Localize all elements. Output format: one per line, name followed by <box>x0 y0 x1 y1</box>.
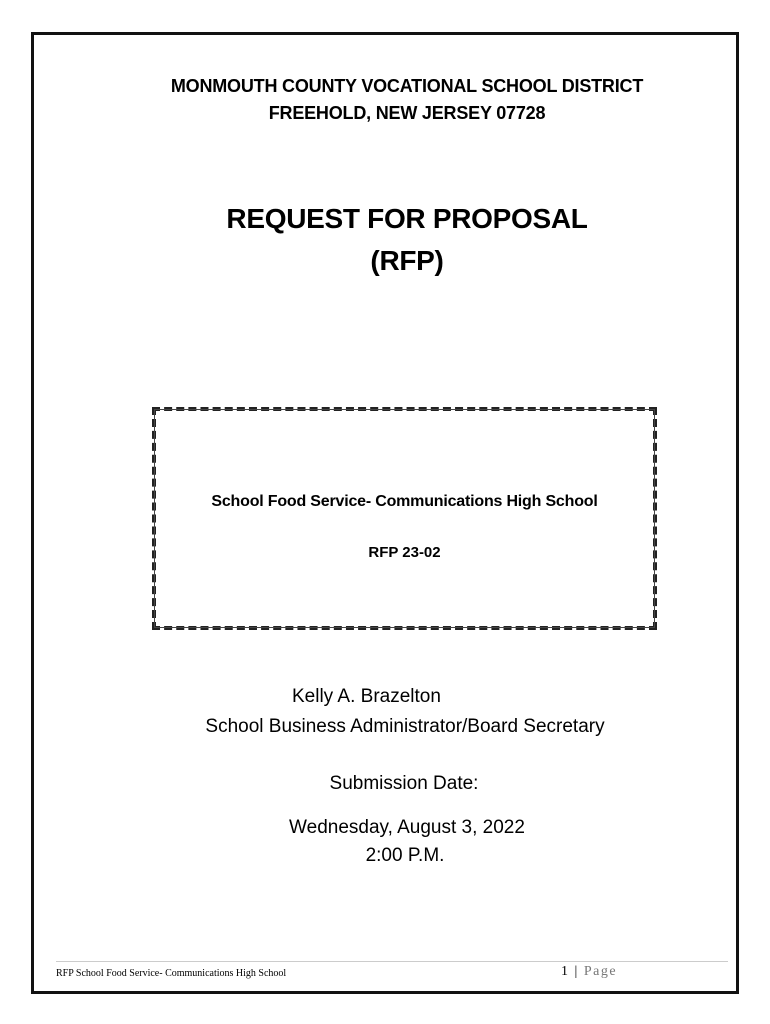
footer-page-indicator <box>561 964 617 980</box>
footer-document-title: RFP School Food Service- Communications High School <box>56 968 287 979</box>
district-header <box>34 73 770 127</box>
contact-name: Kelly A. Brazelton <box>292 686 441 707</box>
document-page <box>31 32 739 994</box>
project-name: School Food Service- Communications High School <box>211 493 598 510</box>
district-name: MONMOUTH COUNTY VOCATIONAL SCHOOL DISTRICT <box>170 76 644 96</box>
document-title <box>34 198 770 282</box>
project-box <box>152 407 657 630</box>
submission-date: Wednesday, August 3, 2022 <box>289 817 525 838</box>
page-number: 1 <box>561 964 570 979</box>
footer-divider <box>56 961 728 962</box>
page-separator: | <box>574 964 579 979</box>
project-number: RFP 23-02 <box>368 544 441 561</box>
submission-label: Submission Date: <box>329 773 479 794</box>
submission-time: 2:00 P.M. <box>365 845 445 866</box>
title-line-1: REQUEST FOR PROPOSAL <box>226 203 588 234</box>
district-address: FREEHOLD, NEW JERSEY 07728 <box>268 103 546 123</box>
page-word: Page <box>583 964 618 979</box>
contact-role: School Business Administrator/Board Secretary <box>205 716 605 737</box>
title-line-2: (RFP) <box>370 245 444 276</box>
